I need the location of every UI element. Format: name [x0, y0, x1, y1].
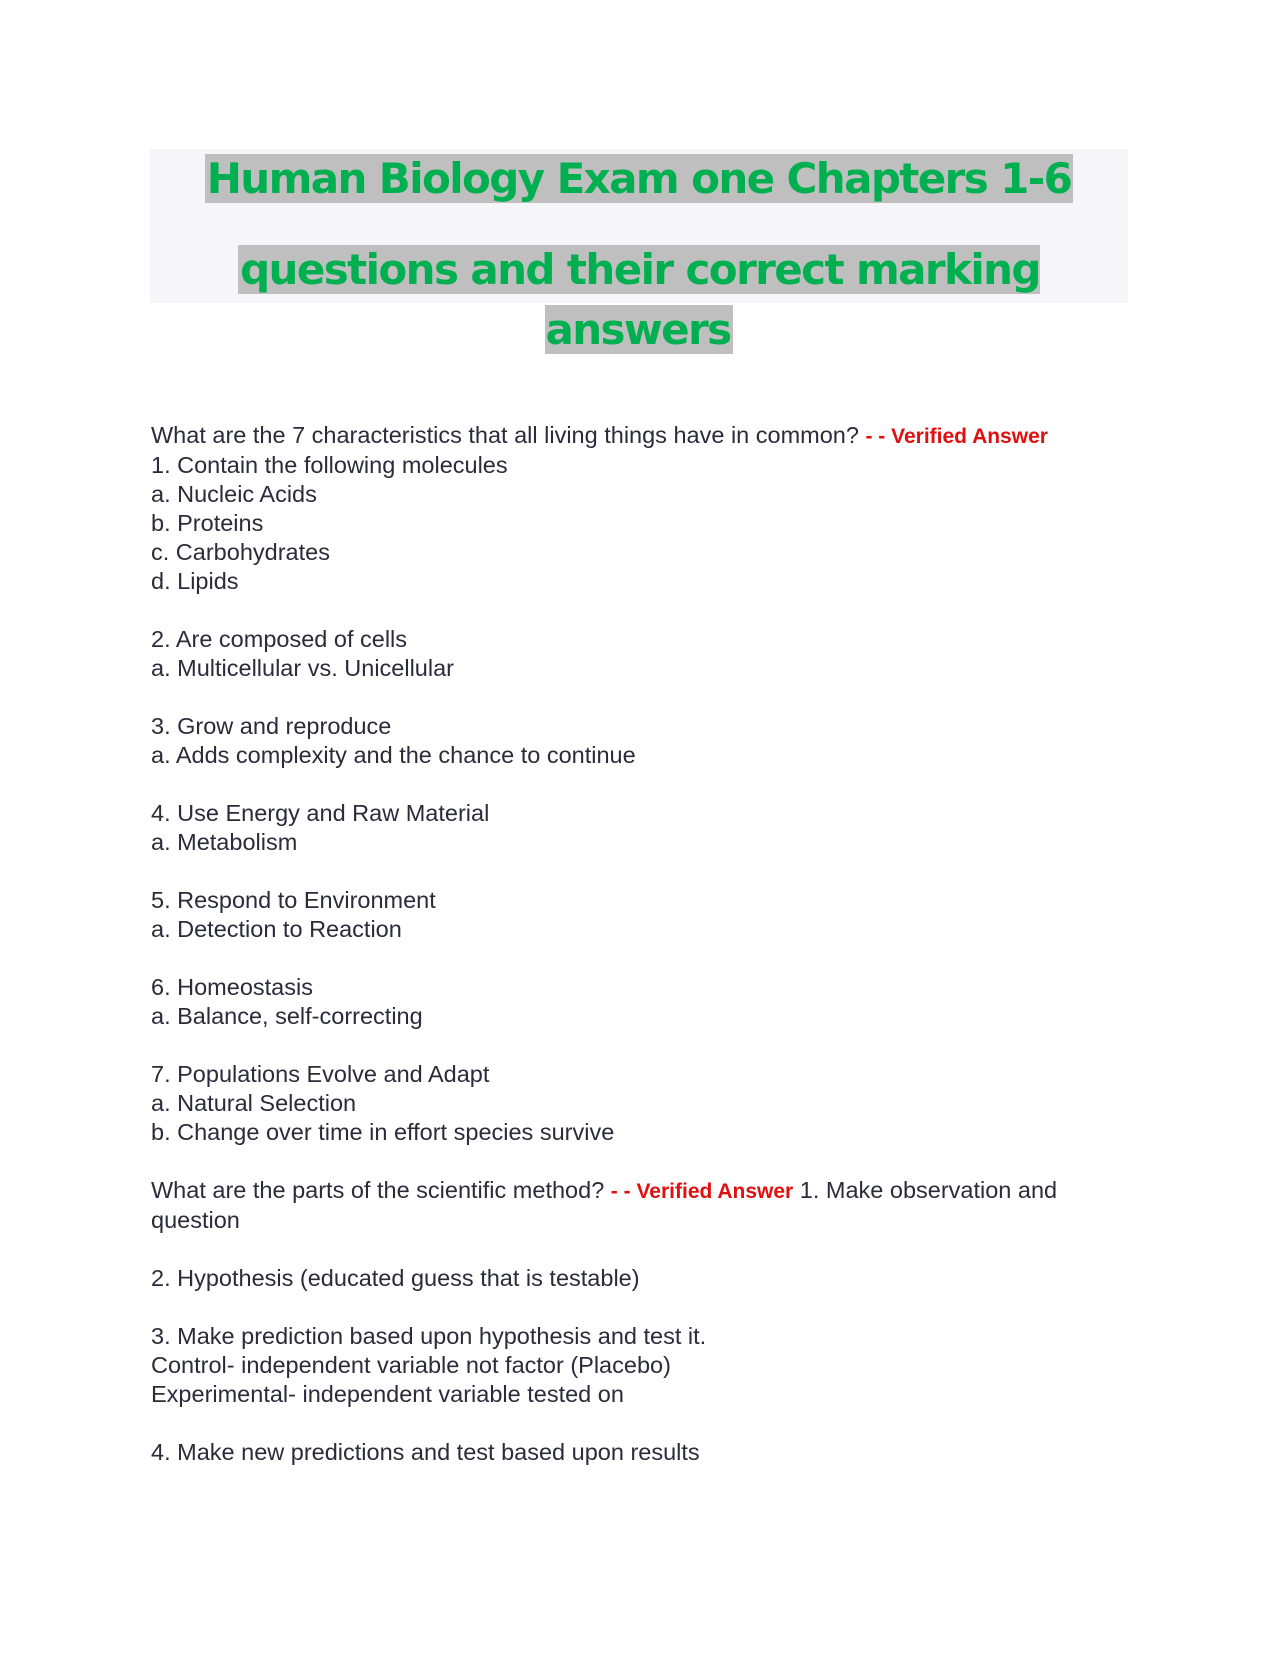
- answer-line: a. Nucleic Acids: [151, 481, 317, 507]
- question-2: [151, 1176, 1141, 1235]
- answer-line: 5. Respond to Environment: [151, 887, 436, 913]
- question-2-text: What are the parts of the scientific method?: [151, 1177, 605, 1203]
- title-line-1: [150, 149, 1128, 209]
- title-block: [150, 149, 1128, 354]
- answer-line: 1. Contain the following molecules: [151, 452, 508, 478]
- answer-line: 2. Hypothesis (educated guess that is testable): [151, 1265, 640, 1291]
- answer-line: a. Adds complexity and the chance to continue: [151, 742, 636, 768]
- answer-line: 4. Make new predictions and test based upon results: [151, 1439, 700, 1465]
- answer-line: c. Carbohydrates: [151, 539, 330, 565]
- question-1-text: What are the 7 characteristics that all living things have in common?: [151, 422, 859, 448]
- answer-line: a. Metabolism: [151, 829, 298, 855]
- question-2-answer-start: 1. Make observation and question: [151, 1177, 1058, 1233]
- answer-line: Control- independent variable not factor (Placebo): [151, 1352, 671, 1378]
- answer-line: Experimental- independent variable tested on: [151, 1381, 624, 1407]
- answer-line: 4. Use Energy and Raw Material: [151, 800, 490, 826]
- verified-answer-label: - - Verified Answer: [865, 425, 1048, 448]
- title-line-2-text: questions and their correct marking answers: [240, 245, 1040, 354]
- answer-line: a. Balance, self-correcting: [151, 1003, 423, 1029]
- answer-line: a. Detection to Reaction: [151, 916, 402, 942]
- answer-line: d. Lipids: [151, 568, 239, 594]
- answer-line: b. Proteins: [151, 510, 264, 536]
- answer-line: b. Change over time in effort species survive: [151, 1119, 615, 1145]
- title-line-2: [150, 240, 1128, 360]
- question-1: [151, 421, 1141, 451]
- document-body: [151, 421, 1141, 1467]
- answer-line: 3. Grow and reproduce: [151, 713, 392, 739]
- answer-line: 2. Are composed of cells: [151, 626, 408, 652]
- answer-line: 6. Homeostasis: [151, 974, 313, 1000]
- verified-answer-label: - - Verified Answer: [610, 1180, 794, 1203]
- answer-line: a. Multicellular vs. Unicellular: [151, 655, 454, 681]
- answer-line: 3. Make prediction based upon hypothesis and test it.: [151, 1323, 707, 1349]
- answer-line: 7. Populations Evolve and Adapt: [151, 1061, 490, 1087]
- title-line-1-text: Human Biology Exam one Chapters 1-6: [206, 154, 1072, 203]
- answer-line: a. Natural Selection: [151, 1090, 357, 1116]
